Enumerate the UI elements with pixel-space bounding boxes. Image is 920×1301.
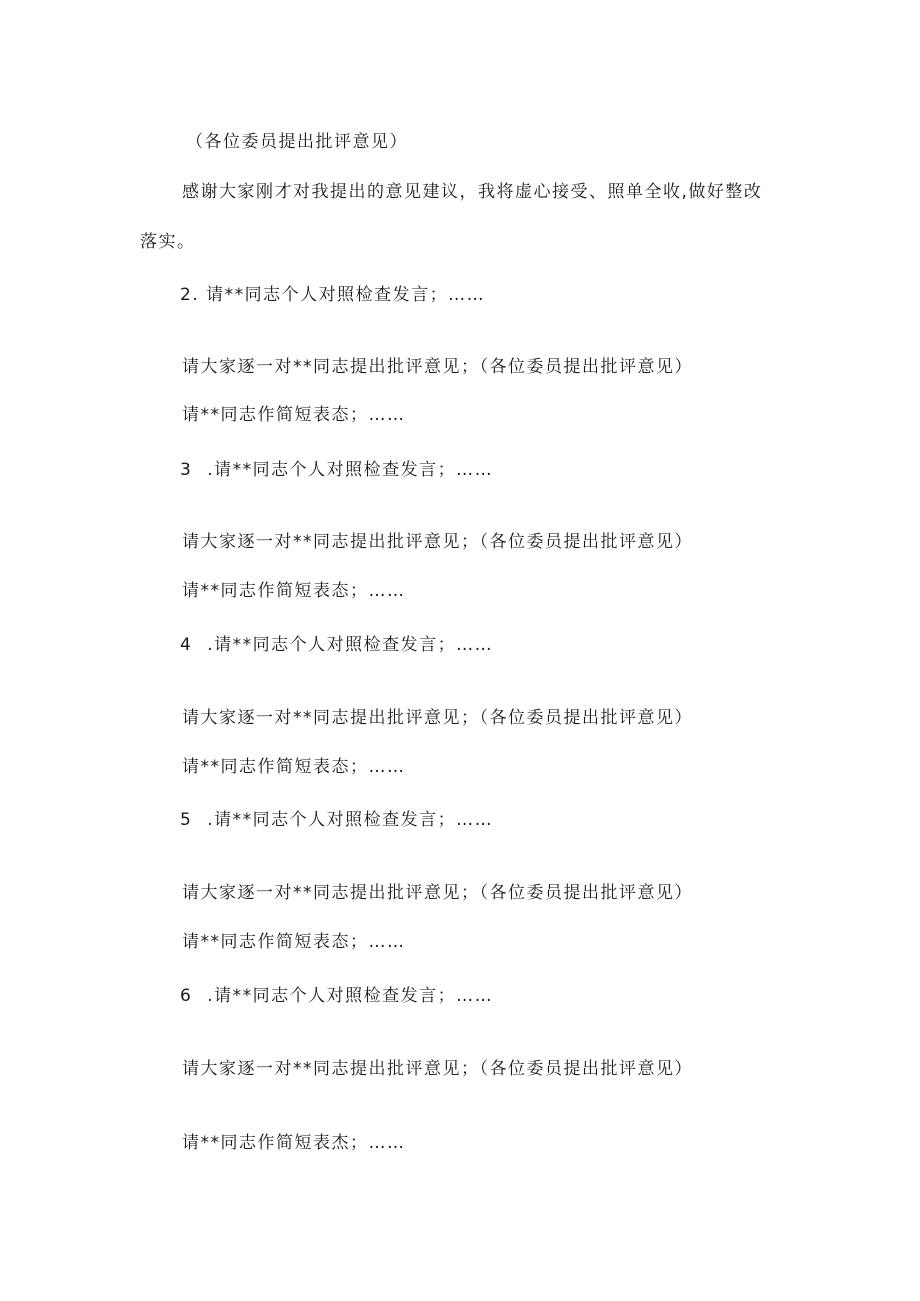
item-3-speech: [180, 458, 493, 482]
item-5-criticism: 请大家逐一对**同志提出批评意见；（各位委员提出批评意见）: [182, 883, 693, 903]
item-6-criticism: 请大家逐一对**同志提出批评意见；（各位委员提出批评意见）: [182, 1059, 693, 1079]
speech-text: .请**同志个人对照检查发言；……: [207, 460, 494, 480]
item-4-speech: [180, 633, 493, 657]
item-2-response: 请**同志作简短表态；……: [182, 405, 406, 425]
speech-text: .请**同志个人对照检查发言；……: [207, 635, 494, 655]
item-3-criticism: 请大家逐一对**同志提出批评意见；（各位委员提出批评意见）: [182, 532, 693, 552]
item-number: 6: [180, 986, 193, 1006]
item-3-response: 请**同志作简短表态；……: [182, 581, 406, 601]
item-number: 4: [180, 635, 193, 655]
item-number: 5: [180, 810, 193, 830]
item-4-criticism: 请大家逐一对**同志提出批评意见；（各位委员提出批评意见）: [182, 708, 693, 728]
intro-thanks-line-1: 感谢大家刚才对我提出的意见建议，我将虚心接受、照单全收,做好整改: [182, 182, 763, 202]
item-number: 3: [180, 460, 193, 480]
speech-text: 请**同志个人对照检查发言；……: [206, 285, 486, 305]
intro-thanks-line-2: 落实。: [140, 232, 196, 252]
item-number: 2.: [180, 285, 200, 305]
item-2-speech: [180, 283, 485, 307]
item-2-criticism: 请大家逐一对**同志提出批评意见；（各位委员提出批评意见）: [182, 357, 693, 377]
item-5-speech: [180, 808, 493, 832]
item-4-response: 请**同志作简短表态；……: [182, 757, 406, 777]
item-6-speech: [180, 984, 493, 1008]
speech-text: .请**同志个人对照检查发言；……: [207, 810, 494, 830]
item-5-response: 请**同志作简短表态；……: [182, 932, 406, 952]
intro-parenthetical: （各位委员提出批评意见）: [186, 132, 408, 152]
item-6-response: 请**同志作简短表杰；……: [182, 1133, 406, 1153]
speech-text: .请**同志个人对照检查发言；……: [207, 986, 494, 1006]
